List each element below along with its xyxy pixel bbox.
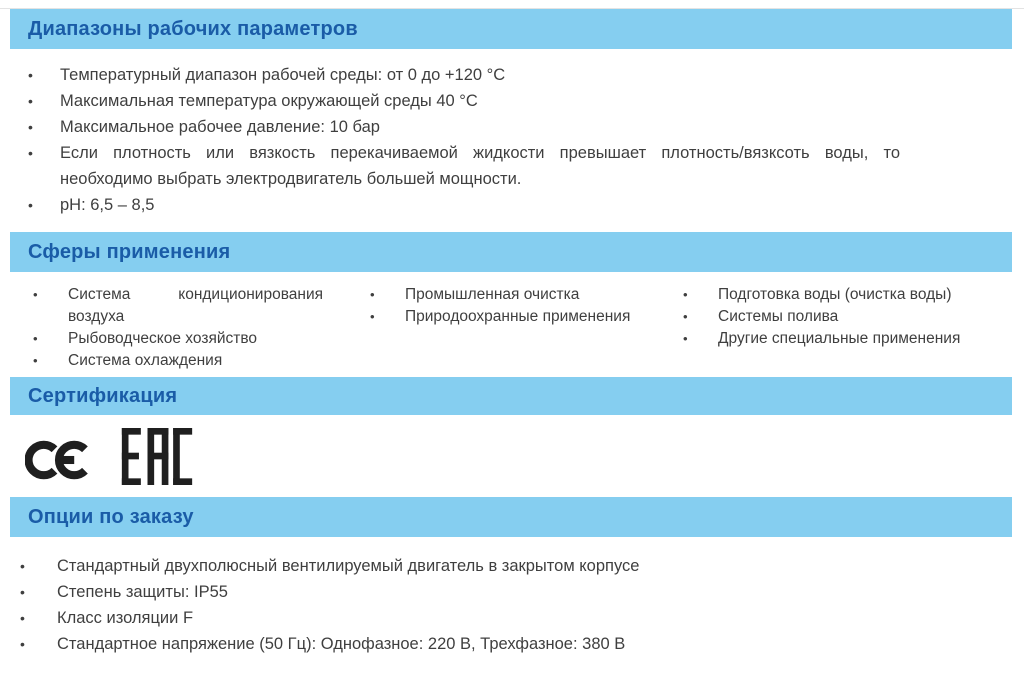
section-header-operating-ranges	[10, 9, 1012, 49]
section-title-applications: Сферы применения	[28, 240, 231, 263]
section-header-order-options	[10, 497, 1012, 537]
section-header-certification	[10, 377, 1012, 415]
section-operating-ranges	[0, 9, 1024, 218]
list-item: • Рыбоводческое хозяйство	[33, 328, 323, 350]
applications-columns	[0, 284, 1024, 372]
list-item: • Максимальное рабочее давление: 10 бар	[28, 114, 900, 140]
list-item: • Подготовка воды (очистка воды)	[683, 284, 1013, 306]
list-item: • Класс изоляции F	[20, 605, 980, 631]
section-title-operating-ranges: Диапазоны рабочих параметров	[28, 17, 358, 40]
list-item: • Максимальная температура окружающей среды 40 °C	[28, 88, 900, 114]
list-item: • Другие специальные применения	[683, 328, 1013, 350]
list-item: • Система охлаждения	[33, 350, 323, 372]
datasheet-page	[0, 9, 1024, 683]
list-item: • pH: 6,5 – 8,5	[28, 192, 900, 218]
list-item: • Природоохранные применения	[370, 306, 660, 328]
section-title-order-options: Опции по заказу	[28, 505, 194, 528]
certification-marks	[25, 428, 1024, 485]
applications-column-2	[370, 284, 660, 372]
section-order-options	[0, 497, 1024, 657]
section-header-applications	[10, 232, 1012, 272]
list-item: • Системы полива	[683, 306, 1013, 328]
list-item: • Если плотность или вязкость перекачиваемой жидкости превышает плотность/вязксоть воды, то необходимо выбрать электродвигатель большей мощности.	[28, 140, 900, 192]
applications-column-3	[683, 284, 1013, 372]
ce-mark-icon	[25, 438, 93, 482]
operating-ranges-list	[28, 62, 900, 218]
list-item: • Система кондиционирования воздуха	[33, 284, 323, 328]
list-item: • Промышленная очистка	[370, 284, 660, 306]
section-applications	[0, 232, 1024, 372]
order-options-list	[20, 553, 980, 657]
list-item: • Стандартный двухполюсный вентилируемый двигатель в закрытом корпусе	[20, 553, 980, 579]
applications-column-1	[33, 284, 323, 372]
section-title-certification: Сертификация	[28, 384, 178, 407]
list-item: • Температурный диапазон рабочей среды: от 0 до +120 °C	[28, 62, 900, 88]
section-certification	[0, 377, 1024, 485]
list-item: • Степень защиты: IP55	[20, 579, 980, 605]
eac-mark-icon	[121, 428, 193, 485]
list-item: • Стандартное напряжение (50 Гц): Однофазное: 220 В, Трехфазное: 380 В	[20, 631, 980, 657]
